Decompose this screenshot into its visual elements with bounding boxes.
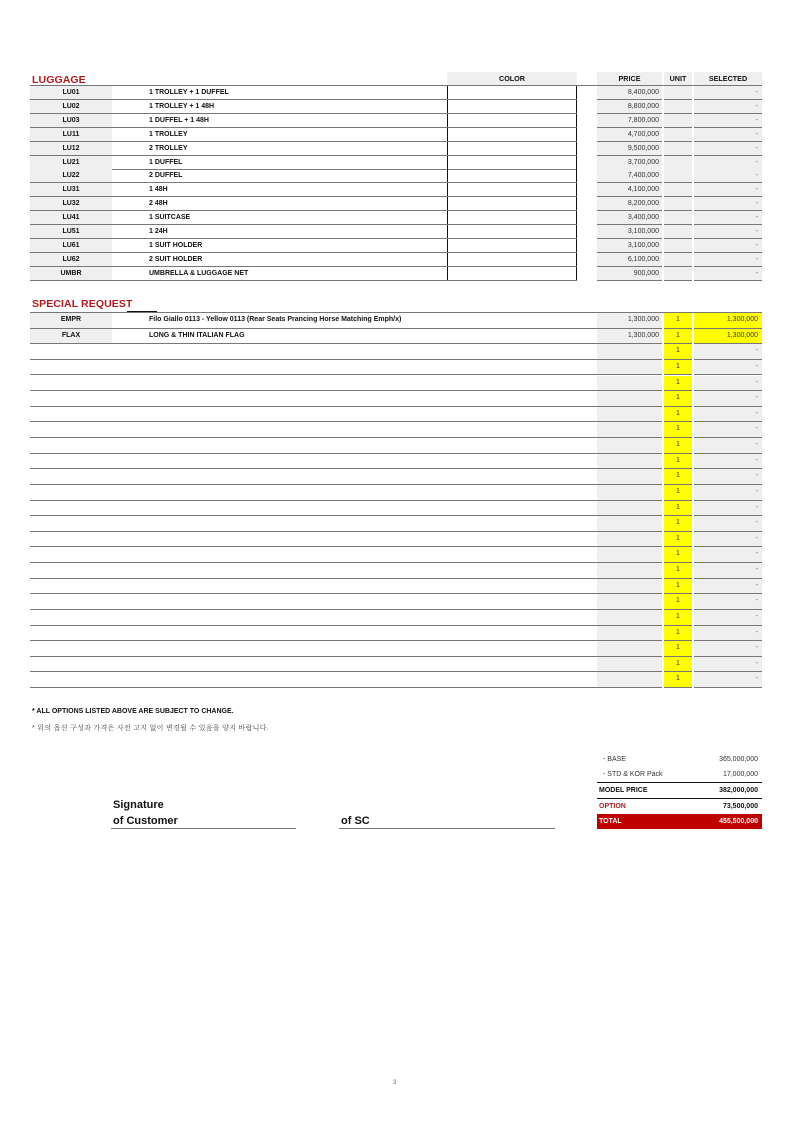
item-code: LU03 bbox=[30, 114, 112, 127]
summary-model-price-row bbox=[597, 783, 762, 799]
unit-input-cell[interactable]: 1 bbox=[664, 547, 692, 562]
unit-input-cell[interactable]: 1 bbox=[664, 422, 692, 437]
item-description: 1 SUITCASE bbox=[149, 214, 191, 222]
luggage-row bbox=[30, 267, 762, 281]
request-description[interactable] bbox=[112, 501, 597, 516]
item-price: 6,100,000 bbox=[597, 253, 662, 266]
special-request-row bbox=[30, 657, 762, 673]
unit-input-cell[interactable]: 1 bbox=[664, 313, 692, 328]
unit-input-cell[interactable] bbox=[664, 253, 692, 266]
selected-amount: 1,300,000 bbox=[694, 313, 762, 328]
request-code: EMPR bbox=[30, 313, 112, 328]
request-price bbox=[597, 438, 662, 453]
selected-amount: - bbox=[694, 641, 762, 656]
special-request-row bbox=[30, 329, 762, 345]
selected-amount: - bbox=[694, 547, 762, 562]
request-code bbox=[30, 391, 112, 406]
summary-pack-row bbox=[597, 767, 762, 783]
item-code: LU41 bbox=[30, 211, 112, 224]
unit-input-cell[interactable]: 1 bbox=[664, 501, 692, 516]
request-code bbox=[30, 516, 112, 531]
request-description[interactable] bbox=[112, 563, 597, 578]
unit-column-header: UNIT bbox=[664, 72, 692, 85]
unit-input-cell[interactable] bbox=[664, 100, 692, 113]
unit-input-cell[interactable] bbox=[664, 156, 692, 169]
item-description: 1 TROLLEY bbox=[149, 130, 188, 138]
special-request-row bbox=[30, 391, 762, 407]
special-request-row bbox=[30, 594, 762, 610]
unit-input-cell[interactable]: 1 bbox=[664, 469, 692, 484]
request-price bbox=[597, 672, 662, 687]
summary-pack-label: - STD & KOR Pack bbox=[603, 771, 663, 778]
item-description: 1 DUFFEL + 1 48H bbox=[149, 116, 209, 124]
item-price: 7,400,000 bbox=[597, 169, 662, 182]
special-request-row bbox=[30, 454, 762, 470]
unit-input-cell[interactable]: 1 bbox=[664, 454, 692, 469]
request-description[interactable] bbox=[112, 594, 597, 609]
selected-amount: - bbox=[694, 454, 762, 469]
request-price bbox=[597, 485, 662, 500]
request-description[interactable] bbox=[112, 469, 597, 484]
request-price bbox=[597, 422, 662, 437]
summary-option-value: 73,500,000 bbox=[722, 803, 758, 810]
request-description[interactable] bbox=[112, 407, 597, 422]
special-request-row bbox=[30, 547, 762, 563]
item-price: 4,700,000 bbox=[597, 128, 662, 141]
special-request-row bbox=[30, 563, 762, 579]
request-description[interactable] bbox=[112, 610, 597, 625]
disclaimer-english: * ALL OPTIONS LISTED ABOVE ARE SUBJECT TO CHANGE. bbox=[32, 708, 234, 715]
item-description: 1 DUFFEL bbox=[149, 158, 183, 166]
selected-amount: - bbox=[694, 485, 762, 500]
request-price bbox=[597, 594, 662, 609]
unit-input-cell[interactable]: 1 bbox=[664, 407, 692, 422]
request-price bbox=[597, 454, 662, 469]
color-input-cell[interactable] bbox=[447, 86, 577, 100]
unit-input-cell[interactable] bbox=[664, 239, 692, 252]
summary-base-row bbox=[597, 752, 762, 767]
special-request-row bbox=[30, 579, 762, 595]
item-code: LU11 bbox=[30, 128, 112, 141]
item-code: LU22 bbox=[30, 169, 112, 182]
special-request-row bbox=[30, 376, 762, 392]
unit-input-cell[interactable]: 1 bbox=[664, 657, 692, 672]
selected-amount: - bbox=[694, 422, 762, 437]
color-input-cell[interactable] bbox=[447, 267, 577, 281]
selected-amount: 1,300,000 bbox=[694, 329, 762, 344]
price-column-header: PRICE bbox=[597, 72, 662, 85]
color-input-cell[interactable] bbox=[447, 114, 577, 128]
unit-input-cell[interactable] bbox=[664, 114, 692, 127]
item-code: LU51 bbox=[30, 225, 112, 238]
request-code bbox=[30, 641, 112, 656]
request-description[interactable] bbox=[112, 344, 597, 359]
selected-amount: - bbox=[694, 360, 762, 375]
selected-amount: - bbox=[694, 469, 762, 484]
request-code bbox=[30, 422, 112, 437]
selected-amount: - bbox=[694, 183, 762, 196]
selected-amount: - bbox=[694, 501, 762, 516]
selected-amount: - bbox=[694, 391, 762, 406]
selected-amount: - bbox=[694, 344, 762, 359]
selected-amount: - bbox=[694, 376, 762, 391]
request-code bbox=[30, 532, 112, 547]
luggage-row bbox=[30, 225, 762, 239]
item-description: 2 DUFFEL bbox=[149, 172, 183, 180]
request-description[interactable] bbox=[112, 438, 597, 453]
customer-signature-label: of Customer bbox=[113, 815, 178, 827]
request-price bbox=[597, 657, 662, 672]
customer-signature-line[interactable] bbox=[111, 828, 296, 829]
request-code bbox=[30, 501, 112, 516]
luggage-row bbox=[30, 183, 762, 197]
luggage-row bbox=[30, 239, 762, 253]
request-price bbox=[597, 547, 662, 562]
special-request-row bbox=[30, 469, 762, 485]
item-price: 8,800,000 bbox=[597, 100, 662, 113]
item-code: LU02 bbox=[30, 100, 112, 113]
row-divider bbox=[30, 687, 597, 688]
special-request-row bbox=[30, 610, 762, 626]
item-description: UMBRELLA & LUGGAGE NET bbox=[149, 269, 249, 277]
color-input-cell[interactable] bbox=[447, 239, 577, 253]
selected-amount: - bbox=[694, 128, 762, 141]
item-code: LU31 bbox=[30, 183, 112, 196]
item-description: 1 24H bbox=[149, 228, 168, 235]
item-price: 8,400,000 bbox=[597, 86, 662, 99]
request-price bbox=[597, 563, 662, 578]
unit-input-cell[interactable] bbox=[664, 183, 692, 196]
item-price: 3,100,000 bbox=[597, 239, 662, 252]
request-code bbox=[30, 547, 112, 562]
summary-base-label: - BASE bbox=[603, 756, 626, 763]
unit-input-cell[interactable]: 1 bbox=[664, 376, 692, 391]
color-input-cell[interactable] bbox=[447, 211, 577, 225]
unit-input-cell[interactable] bbox=[664, 128, 692, 141]
request-code bbox=[30, 438, 112, 453]
special-request-row bbox=[30, 672, 762, 688]
unit-input-cell[interactable]: 1 bbox=[664, 485, 692, 500]
request-description[interactable] bbox=[112, 485, 597, 500]
request-price bbox=[597, 610, 662, 625]
request-price bbox=[597, 641, 662, 656]
request-description[interactable] bbox=[112, 454, 597, 469]
color-input-cell[interactable] bbox=[447, 183, 577, 197]
request-code bbox=[30, 407, 112, 422]
item-price: 3,100,000 bbox=[597, 225, 662, 238]
unit-input-cell[interactable]: 1 bbox=[664, 594, 692, 609]
row-divider bbox=[447, 280, 577, 281]
luggage-row bbox=[30, 86, 762, 100]
request-price bbox=[597, 391, 662, 406]
unit-input-cell[interactable]: 1 bbox=[664, 438, 692, 453]
luggage-row bbox=[30, 100, 762, 114]
request-description[interactable] bbox=[112, 547, 597, 562]
special-request-row bbox=[30, 532, 762, 548]
selected-amount: - bbox=[694, 267, 762, 280]
unit-input-cell[interactable]: 1 bbox=[664, 626, 692, 641]
request-code bbox=[30, 360, 112, 375]
special-request-row bbox=[30, 501, 762, 517]
color-column-header: COLOR bbox=[447, 72, 577, 85]
unit-input-cell[interactable]: 1 bbox=[664, 344, 692, 359]
luggage-row bbox=[30, 156, 762, 170]
request-description[interactable] bbox=[112, 376, 597, 391]
request-price bbox=[597, 532, 662, 547]
unit-input-cell[interactable]: 1 bbox=[664, 579, 692, 594]
request-price bbox=[597, 579, 662, 594]
item-code: LU32 bbox=[30, 197, 112, 210]
color-input-cell[interactable] bbox=[447, 156, 577, 170]
request-price: 1,300,000 bbox=[597, 313, 662, 328]
luggage-row bbox=[30, 114, 762, 128]
selected-column-header: SELECTED bbox=[694, 72, 762, 85]
sc-signature-label: of SC bbox=[341, 815, 370, 827]
request-price bbox=[597, 516, 662, 531]
request-price: 1,300,000 bbox=[597, 329, 662, 344]
item-price: 900,000 bbox=[597, 267, 662, 280]
item-description: 1 SUIT HOLDER bbox=[149, 241, 203, 249]
row-divider bbox=[694, 687, 762, 688]
sc-signature-line[interactable] bbox=[339, 828, 555, 829]
request-description[interactable] bbox=[112, 641, 597, 656]
selected-amount: - bbox=[694, 225, 762, 238]
special-request-row bbox=[30, 516, 762, 532]
request-code bbox=[30, 344, 112, 359]
color-input-cell[interactable] bbox=[447, 142, 577, 156]
selected-amount: - bbox=[694, 672, 762, 687]
row-divider bbox=[664, 280, 692, 281]
request-code bbox=[30, 469, 112, 484]
luggage-row bbox=[30, 142, 762, 156]
selected-amount: - bbox=[694, 253, 762, 266]
request-description[interactable] bbox=[112, 626, 597, 641]
item-description: 2 TROLLEY bbox=[149, 144, 188, 152]
luggage-row bbox=[30, 197, 762, 211]
selected-amount: - bbox=[694, 579, 762, 594]
selected-amount: - bbox=[694, 407, 762, 422]
summary-total-value: 455,500,000 bbox=[719, 818, 758, 825]
row-divider bbox=[30, 280, 447, 281]
selected-amount: - bbox=[694, 532, 762, 547]
item-price: 3,400,000 bbox=[597, 211, 662, 224]
unit-input-cell[interactable]: 1 bbox=[664, 563, 692, 578]
request-code bbox=[30, 376, 112, 391]
color-input-cell[interactable] bbox=[447, 197, 577, 211]
request-description[interactable] bbox=[112, 516, 597, 531]
item-code: LU21 bbox=[30, 156, 112, 169]
disclaimer-korean: * 위의 옵션 구성과 가격은 사전 고지 없이 변경될 수 있음을 양지 바랍니다. bbox=[32, 725, 270, 732]
item-code: LU61 bbox=[30, 239, 112, 252]
request-description[interactable] bbox=[112, 360, 597, 375]
luggage-section-title: LUGGAGE bbox=[32, 74, 86, 86]
selected-amount: - bbox=[694, 626, 762, 641]
summary-option-row bbox=[597, 799, 762, 814]
request-price bbox=[597, 626, 662, 641]
item-description: 1 TROLLEY + 1 DUFFEL bbox=[149, 89, 229, 96]
selected-amount: - bbox=[694, 114, 762, 127]
color-input-cell[interactable] bbox=[447, 225, 577, 239]
item-code: LU01 bbox=[30, 86, 112, 99]
unit-input-cell[interactable]: 1 bbox=[664, 329, 692, 344]
special-request-row bbox=[30, 360, 762, 376]
item-price: 9,500,000 bbox=[597, 142, 662, 155]
unit-input-cell[interactable]: 1 bbox=[664, 610, 692, 625]
unit-input-cell[interactable]: 1 bbox=[664, 672, 692, 687]
color-input-cell[interactable] bbox=[447, 128, 577, 142]
request-description[interactable] bbox=[112, 579, 597, 594]
row-divider bbox=[597, 687, 662, 688]
unit-input-cell[interactable] bbox=[664, 267, 692, 280]
page-number: 3 bbox=[393, 1080, 397, 1086]
special-request-row bbox=[30, 641, 762, 657]
selected-amount: - bbox=[694, 563, 762, 578]
unit-input-cell[interactable]: 1 bbox=[664, 641, 692, 656]
summary-option-label: OPTION bbox=[599, 803, 626, 810]
unit-input-cell[interactable]: 1 bbox=[664, 532, 692, 547]
row-divider bbox=[597, 280, 662, 281]
request-description[interactable] bbox=[112, 422, 597, 437]
row-divider bbox=[694, 280, 762, 281]
request-code bbox=[30, 657, 112, 672]
special-request-row bbox=[30, 407, 762, 423]
item-price: 3,700,000 bbox=[597, 156, 662, 169]
special-request-section-title: SPECIAL REQUEST bbox=[32, 298, 133, 310]
selected-amount: - bbox=[694, 438, 762, 453]
summary-model-price-value: 382,000,000 bbox=[719, 787, 758, 794]
item-code: UMBR bbox=[30, 267, 112, 280]
request-code bbox=[30, 594, 112, 609]
selected-amount: - bbox=[694, 211, 762, 224]
request-code: FLAX bbox=[30, 329, 112, 344]
unit-input-cell[interactable]: 1 bbox=[664, 516, 692, 531]
request-description[interactable]: LONG & THIN ITALIAN FLAG bbox=[149, 331, 245, 339]
request-code bbox=[30, 672, 112, 687]
selected-amount: - bbox=[694, 516, 762, 531]
luggage-row bbox=[30, 211, 762, 225]
unit-input-cell[interactable] bbox=[664, 211, 692, 224]
summary-total-label: TOTAL bbox=[599, 818, 622, 825]
unit-input-cell[interactable] bbox=[664, 86, 692, 99]
request-code bbox=[30, 454, 112, 469]
selected-amount: - bbox=[694, 657, 762, 672]
special-request-row bbox=[30, 438, 762, 454]
unit-input-cell[interactable]: 1 bbox=[664, 391, 692, 406]
request-price bbox=[597, 407, 662, 422]
unit-input-cell[interactable] bbox=[664, 225, 692, 238]
request-code bbox=[30, 485, 112, 500]
item-description: 2 48H bbox=[149, 200, 168, 208]
unit-input-cell[interactable] bbox=[664, 142, 692, 155]
selected-amount: - bbox=[694, 197, 762, 210]
color-input-cell[interactable] bbox=[447, 169, 577, 183]
special-request-row bbox=[30, 313, 762, 329]
request-price bbox=[597, 344, 662, 359]
special-request-row bbox=[30, 422, 762, 438]
selected-amount: - bbox=[694, 100, 762, 113]
request-price bbox=[597, 376, 662, 391]
selected-amount: - bbox=[694, 239, 762, 252]
item-code: LU12 bbox=[30, 142, 112, 155]
selected-amount: - bbox=[694, 594, 762, 609]
selected-amount: - bbox=[694, 610, 762, 625]
item-description: 1 TROLLEY + 1 48H bbox=[149, 102, 215, 110]
request-description[interactable] bbox=[112, 672, 597, 687]
request-description[interactable] bbox=[112, 532, 597, 547]
unit-input-cell[interactable] bbox=[664, 169, 692, 182]
request-price bbox=[597, 360, 662, 375]
request-description[interactable] bbox=[112, 657, 597, 672]
selected-amount: - bbox=[694, 169, 762, 182]
item-price: 7,800,000 bbox=[597, 114, 662, 127]
selected-amount: - bbox=[694, 86, 762, 99]
request-code bbox=[30, 563, 112, 578]
summary-base-value: 365,000,000 bbox=[719, 756, 758, 763]
item-price: 8,200,000 bbox=[597, 197, 662, 210]
row-divider bbox=[664, 687, 692, 688]
request-description[interactable] bbox=[112, 391, 597, 406]
special-request-row bbox=[30, 485, 762, 501]
selected-amount: - bbox=[694, 156, 762, 169]
request-price bbox=[597, 469, 662, 484]
luggage-row bbox=[30, 128, 762, 142]
unit-input-cell[interactable]: 1 bbox=[664, 360, 692, 375]
item-description: 1 48H bbox=[149, 186, 168, 194]
summary-model-price-label: MODEL PRICE bbox=[599, 787, 648, 794]
request-description[interactable]: Filo Giallo 0113 - Yellow 0113 (Rear Seats Prancing Horse Matching Emph/x) bbox=[149, 316, 402, 323]
summary-total-row bbox=[597, 814, 762, 829]
signature-label: Signature bbox=[113, 799, 164, 811]
request-code bbox=[30, 626, 112, 641]
item-description: 2 SUIT HOLDER bbox=[149, 255, 203, 263]
color-input-cell[interactable] bbox=[447, 253, 577, 267]
special-request-row bbox=[30, 626, 762, 642]
special-request-row bbox=[30, 344, 762, 360]
unit-input-cell[interactable] bbox=[664, 197, 692, 210]
summary-pack-value: 17,000,000 bbox=[722, 771, 758, 778]
request-code bbox=[30, 610, 112, 625]
request-price bbox=[597, 501, 662, 516]
item-code: LU62 bbox=[30, 253, 112, 266]
luggage-row bbox=[30, 169, 762, 183]
selected-amount: - bbox=[694, 142, 762, 155]
item-price: 4,100,000 bbox=[597, 183, 662, 196]
luggage-row bbox=[30, 253, 762, 267]
color-input-cell[interactable] bbox=[447, 100, 577, 114]
request-code bbox=[30, 579, 112, 594]
